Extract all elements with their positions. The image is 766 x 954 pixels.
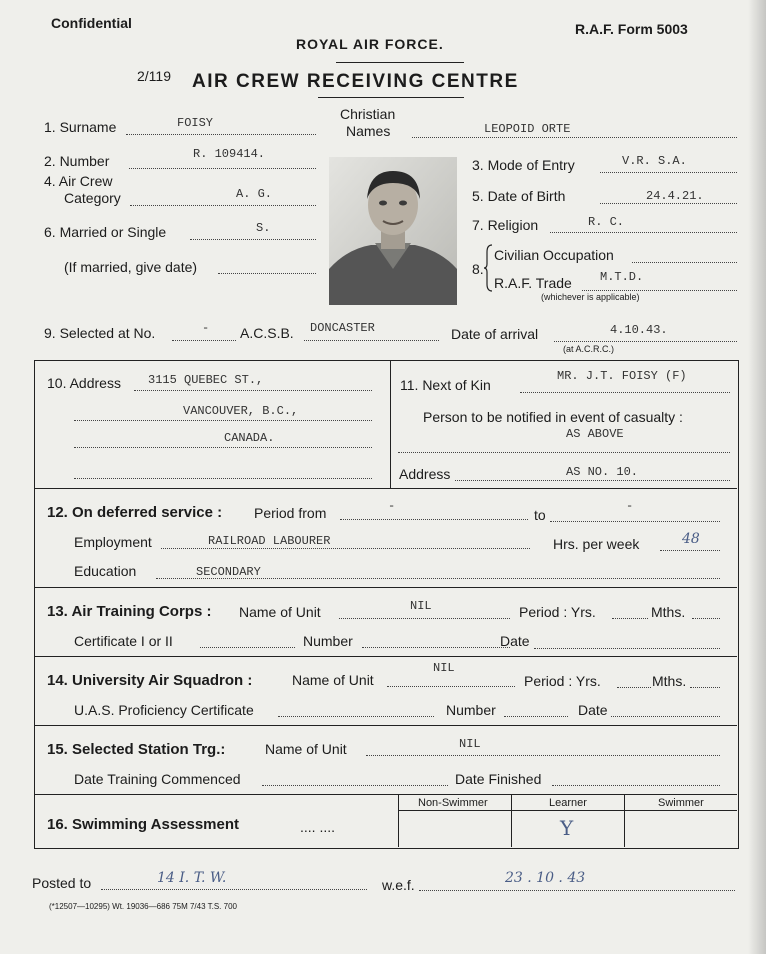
item8-brace <box>484 244 494 292</box>
commenced-line <box>262 785 448 786</box>
dob-line <box>600 203 737 204</box>
nok-address-label: Address <box>399 466 451 482</box>
arrival-note: (at A.C.R.C.) <box>563 344 615 354</box>
notify-value: AS ABOVE <box>566 427 624 441</box>
wef-line <box>419 890 735 891</box>
dob-value: 24.4.21. <box>646 189 704 203</box>
period-from-value: - <box>388 499 396 513</box>
address-line1-value: 3115 QUEBEC ST., <box>148 373 264 387</box>
address-line2-value: VANCOUVER, B.C., <box>183 404 299 418</box>
notify-label: Person to be notified in event of casualty : <box>423 409 683 425</box>
address-line-1 <box>134 390 372 391</box>
item8-number: 8. <box>472 261 484 277</box>
atc-mths-line <box>692 618 720 619</box>
centre-title: AIR CREW RECEIVING CENTRE <box>192 71 519 92</box>
atc-certificate-label: Certificate I or II <box>74 633 173 649</box>
to-value: - <box>626 499 634 513</box>
form-number: R.A.F. Form 5003 <box>575 21 688 37</box>
uas-unit-value: NIL <box>433 661 455 675</box>
confidential-label: Confidential <box>51 15 132 31</box>
uas-certificate-label: U.A.S. Proficiency Certificate <box>74 702 254 718</box>
non-swimmer-header: Non-Swimmer <box>418 797 488 809</box>
finished-line <box>552 785 720 786</box>
address-line3-value: CANADA. <box>224 431 275 445</box>
next-of-kin-line <box>520 392 730 393</box>
uas-certificate-line <box>278 716 434 717</box>
surname-label: 1. Surname <box>44 119 117 135</box>
selected-at-label: 9. Selected at No. <box>44 325 156 341</box>
nok-address-line <box>455 480 730 481</box>
swimmer-header: Swimmer <box>658 797 704 809</box>
atc-mths-label: Mths. <box>651 604 686 620</box>
title-rule <box>336 62 464 63</box>
selected-no-line <box>172 340 236 341</box>
married-label: 6. Married or Single <box>44 224 167 240</box>
trade-note: (whichever is applicable) <box>541 292 640 302</box>
address-line-2 <box>74 420 372 421</box>
portrait-photo <box>329 157 457 305</box>
atc-title: 13. Air Training Corps : <box>47 603 212 620</box>
mode-entry-label: 3. Mode of Entry <box>472 157 575 173</box>
uas-unit-line <box>387 686 515 687</box>
swim-col-divider-1 <box>398 794 399 847</box>
atc-number-line <box>362 647 510 648</box>
swim-col-divider-3 <box>624 794 625 847</box>
org-title: ROYAL AIR FORCE. <box>296 36 444 52</box>
category-label: Category <box>64 190 121 206</box>
employment-label: Employment <box>74 534 152 550</box>
mode-entry-value: V.R. S.A. <box>622 154 687 168</box>
atc-date-line <box>534 648 720 649</box>
notify-line <box>398 452 730 453</box>
uas-mths-label: Mths. <box>652 673 687 689</box>
atc-unit-label: Name of Unit <box>239 604 321 620</box>
employment-value: RAILROAD LABOURER <box>208 534 331 548</box>
uas-yrs-line <box>617 687 651 688</box>
nok-address-value: AS NO. 10. <box>566 465 639 479</box>
printer-line: (*12507—10295) Wt. 19036—686 75M 7/43 T.S. 700 <box>49 902 237 911</box>
aircrew-label: 4. Air Crew <box>44 173 113 189</box>
christian-line <box>412 137 737 138</box>
education-value: SECONDARY <box>196 565 261 579</box>
married-note: (If married, give date) <box>64 259 198 275</box>
address-label: 10. Address <box>47 375 121 391</box>
posted-to-line <box>101 889 367 890</box>
atc-date-label: Date <box>500 633 530 649</box>
rule-15 <box>35 725 737 726</box>
address-line-3 <box>74 447 372 448</box>
uas-number-line <box>504 716 568 717</box>
station-unit-label: Name of Unit <box>265 741 347 757</box>
address-divider <box>390 361 391 488</box>
uas-title: 14. University Air Squadron : <box>47 672 253 689</box>
education-label: Education <box>74 563 137 579</box>
uas-date-label: Date <box>578 702 608 718</box>
arrival-label: Date of arrival <box>451 326 539 342</box>
number-value: R. 109414. <box>193 147 266 161</box>
uas-unit-label: Name of Unit <box>292 672 374 688</box>
to-line <box>550 521 720 522</box>
christian-label: Christian <box>340 106 396 122</box>
portrait-image <box>329 157 457 305</box>
raf-trade-value: M.T.D. <box>600 270 644 284</box>
civilian-line <box>632 262 737 263</box>
atc-unit-value: NIL <box>410 599 432 613</box>
surname-value: FOISY <box>177 116 214 130</box>
learner-header: Learner <box>549 797 587 809</box>
learner-mark: Y <box>560 816 574 840</box>
hours-label: Hrs. per week <box>553 536 640 552</box>
posted-to-label: Posted to <box>32 875 92 891</box>
religion-label: 7. Religion <box>472 217 539 233</box>
hours-value: 48 <box>682 531 700 547</box>
hours-line <box>660 550 720 551</box>
period-from-line <box>340 519 528 520</box>
rule-13 <box>35 587 737 588</box>
to-label: to <box>534 507 546 523</box>
uas-mths-line <box>690 687 720 688</box>
dob-label: 5. Date of Birth <box>472 188 566 204</box>
arrival-line <box>554 341 737 342</box>
married-value: S. <box>256 221 271 235</box>
station-trg-title: 15. Selected Station Trg.: <box>47 741 226 758</box>
selected-no-value: - <box>202 321 210 335</box>
address-line-4 <box>74 478 372 479</box>
arrival-value: 4.10.43. <box>610 323 668 337</box>
deferred-title: 12. On deferred service : <box>47 504 223 521</box>
married-date-line <box>218 273 316 274</box>
uas-number-label: Number <box>446 702 496 718</box>
swim-header-rule <box>398 810 737 811</box>
acsb-value: DONCASTER <box>310 321 375 335</box>
trade-line <box>582 290 737 291</box>
number-label: 2. Number <box>44 153 110 169</box>
category-line <box>130 205 316 206</box>
atc-number-label: Number <box>303 633 353 649</box>
swimming-title: 16. Swimming Assessment <box>47 816 240 833</box>
mode-entry-line <box>600 172 737 173</box>
category-value: A. G. <box>236 187 273 201</box>
married-line <box>190 239 316 240</box>
next-of-kin-label: 11. Next of Kin <box>400 377 491 393</box>
swim-col-divider-2 <box>511 794 512 847</box>
uas-period-label: Period : Yrs. <box>524 673 601 689</box>
atc-certificate-line <box>200 647 295 648</box>
rule-12 <box>35 488 737 489</box>
title-rule-2 <box>318 97 464 98</box>
station-unit-line <box>366 755 720 756</box>
centre-ref: 2/119 <box>137 68 171 84</box>
atc-period-label: Period : Yrs. <box>519 604 596 620</box>
acsb-line <box>304 340 439 341</box>
period-from-label: Period from <box>254 505 327 521</box>
rule-16 <box>35 794 737 795</box>
posted-to-value: 14 I. T. W. <box>157 870 227 886</box>
civilian-occupation-label: Civilian Occupation <box>494 247 614 263</box>
wef-label: w.e.f. <box>382 877 415 893</box>
next-of-kin-value: MR. J.T. FOISY (F) <box>557 369 687 383</box>
surname-line <box>126 134 316 135</box>
station-unit-value: NIL <box>459 737 481 751</box>
uas-date-line <box>611 716 720 717</box>
christian-value: LEOPOID ORTE <box>484 122 571 136</box>
names-label: Names <box>346 123 391 139</box>
raf-trade-label: R.A.F. Trade <box>494 275 572 291</box>
wef-value: 23 . 10 . 43 <box>505 870 586 886</box>
atc-unit-line <box>339 618 510 619</box>
rule-14 <box>35 656 737 657</box>
religion-value: R. C. <box>588 215 625 229</box>
religion-line <box>550 232 737 233</box>
finished-label: Date Finished <box>455 771 542 787</box>
commenced-label: Date Training Commenced <box>74 771 241 787</box>
number-line <box>129 168 316 169</box>
employment-line <box>161 548 530 549</box>
atc-yrs-line <box>612 618 648 619</box>
swimming-dots: .... .... <box>300 819 336 835</box>
acsb-label: A.C.S.B. <box>240 325 294 341</box>
